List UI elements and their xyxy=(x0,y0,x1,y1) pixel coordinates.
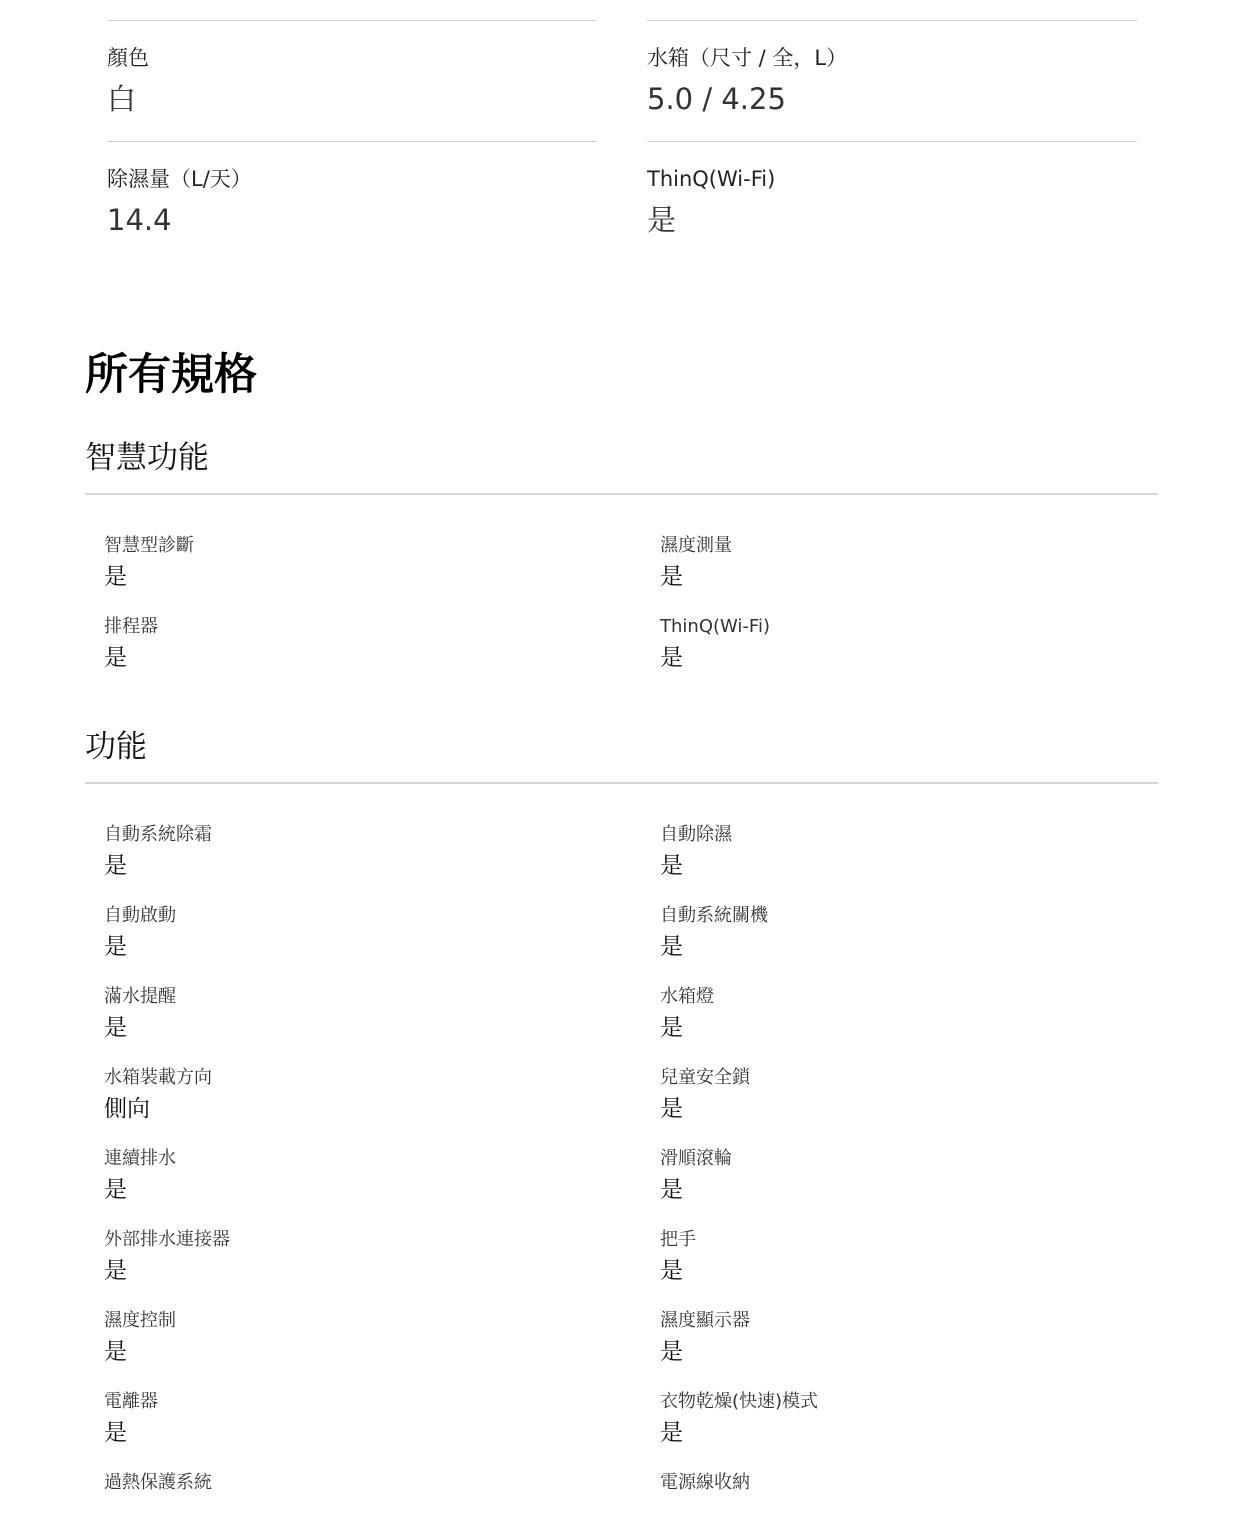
spec-value: 是 xyxy=(660,1420,683,1446)
spec-value: 是 xyxy=(660,1177,683,1203)
spec-label: 把手 xyxy=(660,1229,696,1250)
spec-item xyxy=(104,986,660,1067)
spec-label: 水箱裝載方向 xyxy=(104,1067,212,1088)
spec-label: 智慧型診斷 xyxy=(104,535,194,556)
spec-item xyxy=(104,905,660,986)
spec-item xyxy=(104,535,660,616)
spec-label: 濕度顯示器 xyxy=(660,1310,750,1331)
spec-item xyxy=(104,1310,660,1391)
spec-label: 自動除濕 xyxy=(660,824,732,845)
spec-item xyxy=(660,1067,1177,1148)
spec-list xyxy=(85,495,1158,697)
spec-item xyxy=(104,1148,660,1229)
spec-label: 濕度控制 xyxy=(104,1310,176,1331)
spec-value: 側向 xyxy=(104,1096,150,1122)
key-spec-thinq-wifi xyxy=(647,141,1137,262)
section-title: 智慧功能 xyxy=(85,440,209,476)
spec-value: 是 xyxy=(660,1015,683,1041)
spec-value: 是 xyxy=(660,645,683,671)
spec-value: 是 xyxy=(660,1258,683,1284)
spec-value: 是 xyxy=(660,853,683,879)
spec-value: 是 xyxy=(104,1258,127,1284)
spec-item xyxy=(660,1148,1177,1229)
spec-value: 是 xyxy=(104,1177,127,1203)
key-spec-value: 白 xyxy=(107,82,137,116)
key-spec-label: 顏色 xyxy=(107,46,149,70)
spec-label: 電離器 xyxy=(104,1391,158,1412)
spec-item xyxy=(660,905,1177,986)
spec-value: 是 xyxy=(660,934,683,960)
key-spec-label: 除濕量（L/天） xyxy=(107,167,252,191)
spec-item xyxy=(660,1229,1177,1310)
key-spec-water-tank xyxy=(647,20,1137,141)
spec-item xyxy=(660,1391,1177,1472)
spec-value: 是 xyxy=(104,1420,127,1446)
spec-label: 排程器 xyxy=(104,616,158,637)
spec-label: 兒童安全鎖 xyxy=(660,1067,750,1088)
key-spec-dehumidifying-capacity xyxy=(107,141,597,262)
spec-label: 電源線收納 xyxy=(660,1472,750,1493)
spec-label: 濕度測量 xyxy=(660,535,732,556)
spec-label: 滑順滾輪 xyxy=(660,1148,732,1169)
spec-value: 是 xyxy=(660,1339,683,1365)
key-spec-label: ThinQ(Wi-Fi) xyxy=(647,167,776,191)
key-spec-value: 5.0 / 4.25 xyxy=(647,82,786,116)
spec-item xyxy=(660,535,1177,616)
spec-value: 是 xyxy=(104,1015,127,1041)
spec-label: 水箱燈 xyxy=(660,986,714,1007)
spec-label: 自動啟動 xyxy=(104,905,176,926)
spec-item xyxy=(660,1472,1177,1522)
spec-item xyxy=(104,1229,660,1310)
key-specs-summary xyxy=(107,20,1137,262)
all-specs-title: 所有規格 xyxy=(85,350,257,400)
spec-value: 是 xyxy=(104,934,127,960)
spec-value: 是 xyxy=(104,1339,127,1365)
spec-label: 衣物乾燥(快速)模式 xyxy=(660,1391,819,1412)
spec-value: 是 xyxy=(104,564,127,590)
spec-value: 是 xyxy=(104,853,127,879)
spec-label: 外部排水連接器 xyxy=(104,1229,230,1250)
spec-item xyxy=(660,1310,1177,1391)
spec-item xyxy=(104,616,660,697)
spec-value: 是 xyxy=(660,564,683,590)
spec-item xyxy=(104,824,660,905)
spec-item xyxy=(104,1472,660,1522)
spec-label: 自動系統關機 xyxy=(660,905,768,926)
spec-label: 過熱保護系統 xyxy=(104,1472,212,1493)
key-spec-color xyxy=(107,20,597,141)
spec-label: 連續排水 xyxy=(104,1148,176,1169)
spec-value: 是 xyxy=(104,645,127,671)
key-spec-value: 是 xyxy=(647,203,677,237)
section-smart-features xyxy=(85,437,1158,697)
key-spec-value: 14.4 xyxy=(107,203,172,237)
spec-label: ThinQ(Wi-Fi) xyxy=(660,616,770,637)
spec-label: 自動系統除霜 xyxy=(104,824,212,845)
spec-item xyxy=(104,1067,660,1148)
section-features xyxy=(85,726,1158,1522)
section-title: 功能 xyxy=(85,729,147,765)
spec-item xyxy=(660,824,1177,905)
spec-item xyxy=(660,616,1177,697)
spec-value: 是 xyxy=(660,1096,683,1122)
spec-item xyxy=(660,986,1177,1067)
spec-list xyxy=(85,784,1158,1522)
spec-item xyxy=(104,1391,660,1472)
spec-label: 滿水提醒 xyxy=(104,986,176,1007)
key-spec-label: 水箱（尺寸 / 全，L） xyxy=(647,46,848,70)
